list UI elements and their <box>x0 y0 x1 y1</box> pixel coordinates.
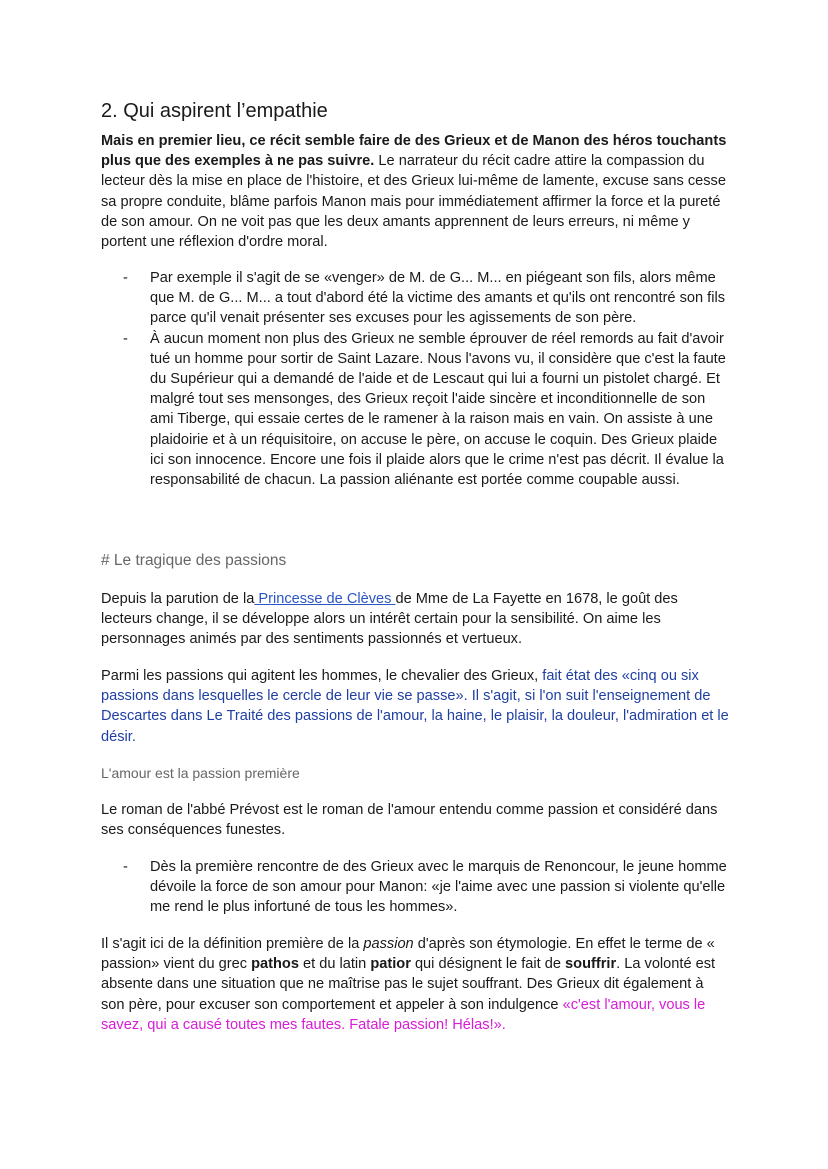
paragraph-text: de Mme de La Fayette en 1678, le goût des lecteurs change, il se développe alors un intérêt certain pour la sensibilité. On aime les personnages animés par des sentiments passionnés et vertueux. <box>101 591 678 648</box>
paragraph-passions <box>101 666 731 747</box>
bold-word: souffrir <box>565 956 617 973</box>
paragraph-text: . La volonté est absente dans une situation que ne maîtrise pas le sujet souffrant. Des Grieux dit également à son père, pour excuser son comportement et appeler à son indulgence <box>101 956 716 1013</box>
highlighted-quote: fait état des «cinq ou six passions dans lesquelles le cercle de leur vie se passe». Il s'agit, si l'on suit l'enseignement de Descartes dans Le Traité des passions de l'amour, la haine, le plaisir, la douleur, l'admiration et le désir. <box>101 668 729 745</box>
bullet-dash: - <box>123 330 128 347</box>
section-title-tragique: # Le tragique des passions <box>101 552 287 569</box>
paragraph-text: Parmi les passions qui agitent les hommes, le chevalier des Grieux, <box>101 668 543 684</box>
subheading-amour: L'amour est la passion première <box>101 765 300 781</box>
paragraph-princesse <box>101 589 731 650</box>
intro-paragraph <box>101 131 731 252</box>
highlighted-quote: «c'est l'amour, vous le savez, qui a causé toutes mes fautes. Fatale passion! Hélas!». <box>101 996 706 1033</box>
paragraph-etymologie <box>101 934 731 1035</box>
bold-word: pathos <box>251 956 299 973</box>
list-item-text: Dès la première rencontre de des Grieux avec le marquis de Renoncour, le jeune homme dévoile la force de son amour pour Manon: «je l'aime avec une passion si violente qu'elle me rend le plus infortuné de tous les hommes». <box>150 859 727 916</box>
bold-word: patior <box>370 956 411 973</box>
italic-word: passion <box>363 936 414 952</box>
list-item-text: À aucun moment non plus des Grieux ne semble éprouver de réel remords au fait d'avoir tué un homme pour sortir de Saint Lazare. Nous l'avons vu, il considère que c'est la faute du Supérieur qui a demandé de l'aide et de Lescaut qui lui a fourni un pistolet chargé. Et malgré tout ses mensonges, des Grieux reçoit l'aide sincère et inconditionnelle de son ami Tiberge, qui essaie certes de le ramener à la raison mais en vain. On assiste à une plaidoirie et à un réquisitoire, on accuse le père, on accuse le coquin. Des Grieux plaide ici son innocence. Encore une fois il plaide alors que le crime n'est pas décrit. Il évalue la responsabilité de chacun. La passion aliénante est portée comme coupable aussi. <box>150 330 726 489</box>
intro-text: Le narrateur du récit cadre attire la compassion du lecteur dès la mise en place de l'histoire, et des Grieux lui-même de lamente, excuse sans cesse sa propre conduite, blâme parfois Manon mais pour immédiatement affirmer la force et la pureté de son amour. On ne voit pas que les deux amants apprennent de leurs erreurs, ni même y portent une réflexion d'ordre moral. <box>101 153 726 251</box>
list-item <box>101 268 731 329</box>
paragraph-text: Il s'agit ici de la définition première de la <box>101 936 364 952</box>
princesse-de-cleves-link[interactable]: Princesse de Clèves <box>254 591 396 607</box>
section-heading: 2. Qui aspirent l’empathie <box>101 100 328 122</box>
list-item-text: Par exemple il s'agit de se «venger» de M. de G... M... en piégeant son fils, alors même que M. de G... M... a tout d'abord été la victime des amants et qu'ils ont rencontré son fils parce qu'il venait présenter ses excuses pour les agissements de son père. <box>150 270 726 327</box>
paragraph-text: d'après son étymologie. En effet le terme de « passion» vient du grec <box>101 936 715 973</box>
paragraph-roman: Le roman de l'abbé Prévost est le roman de l'amour entendu comme passion et considéré dans ses conséquences funestes. <box>101 802 718 839</box>
bullet-list-examples <box>101 268 731 490</box>
bullet-dash: - <box>123 859 128 875</box>
paragraph-text: qui désignent le fait de <box>410 956 566 973</box>
paragraph-text: et du latin <box>298 956 371 973</box>
list-item <box>101 857 731 918</box>
bullet-list-rencontre <box>101 857 731 918</box>
bullet-dash: - <box>123 270 128 286</box>
intro-bold-text: Mais en premier lieu, ce récit semble faire de des Grieux et de Manon des héros touchants plus que des exemples à ne pas suivre. <box>101 133 727 170</box>
paragraph-text: Depuis la parution de la <box>101 591 255 607</box>
list-item <box>101 329 731 491</box>
